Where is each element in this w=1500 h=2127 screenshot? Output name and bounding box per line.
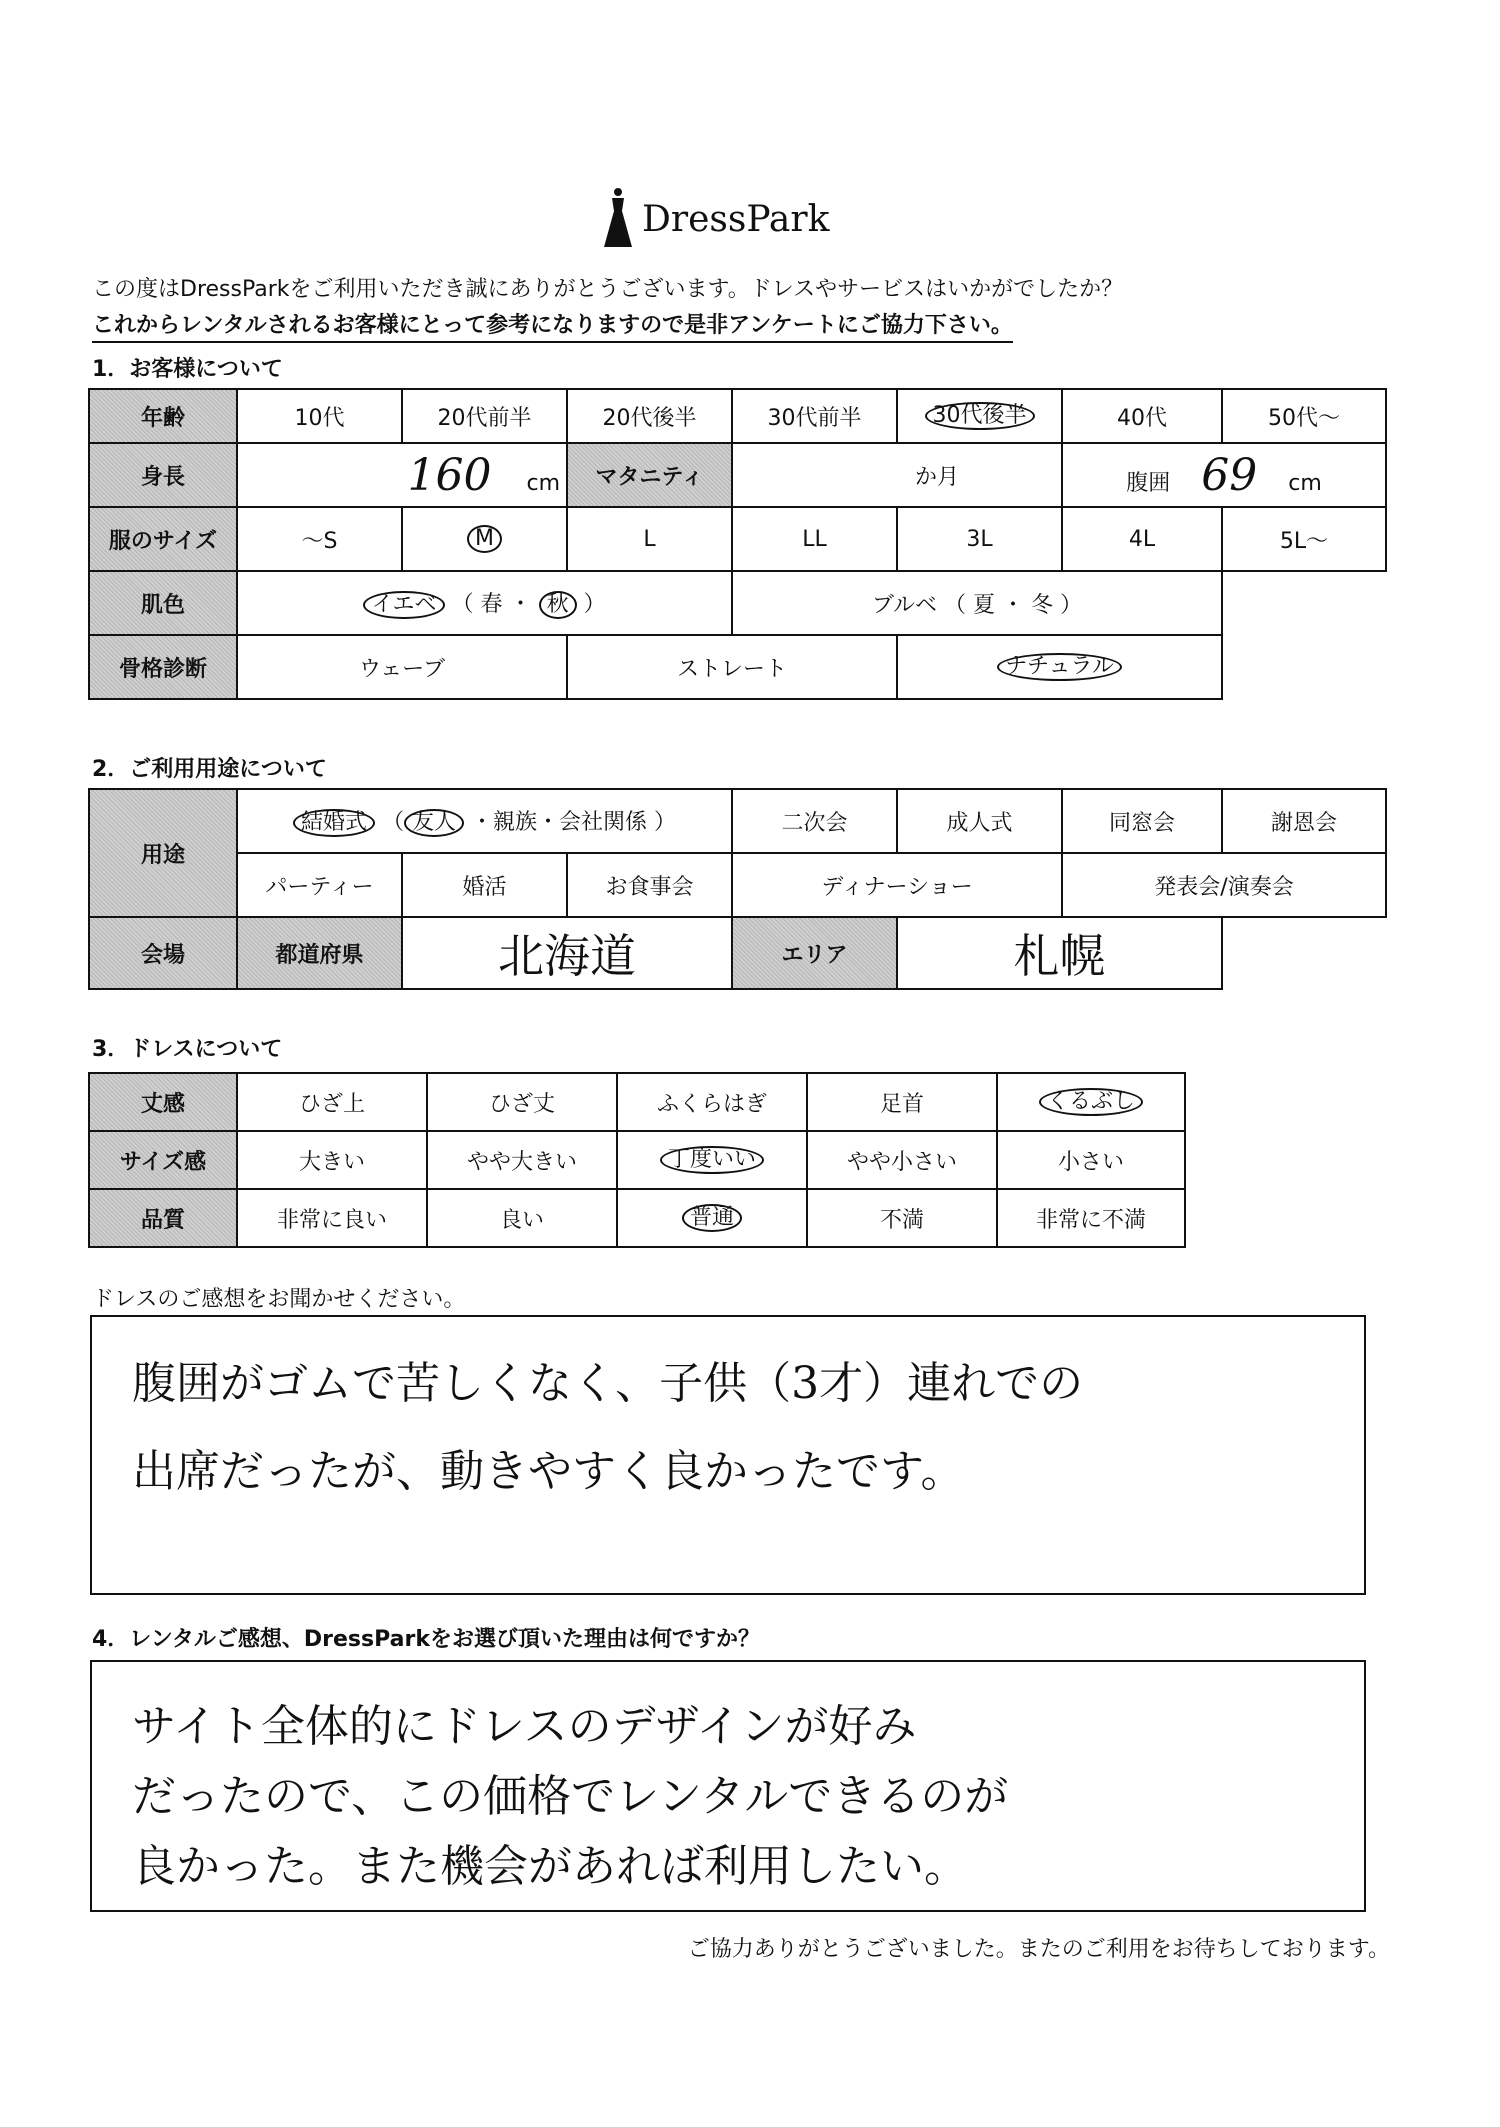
usage-option[interactable]: 二次会 bbox=[732, 789, 897, 853]
body-type-label: 骨格診断 bbox=[89, 635, 237, 699]
reason-line-1: サイト全体的にドレスのデザインが好み bbox=[132, 1701, 917, 1752]
size-option[interactable]: L bbox=[567, 507, 732, 571]
feedback-box[interactable] bbox=[90, 1315, 1366, 1595]
prefecture-label: 都道府県 bbox=[237, 917, 402, 989]
season-winter: 冬 bbox=[1031, 592, 1054, 618]
quality-option[interactable]: 非常に不満 bbox=[997, 1189, 1185, 1247]
closing-message: ご協力ありがとうございました。またのご利用をお待ちしております。 bbox=[687, 1937, 1390, 1962]
feedback-line-2: 出席だったが、動きやすく良かったです。 bbox=[132, 1446, 965, 1497]
fit-option-selected[interactable] bbox=[617, 1131, 807, 1189]
age-option[interactable]: 20代前半 bbox=[402, 389, 567, 443]
feedback-prompt: ドレスのご感想をお聞かせください。 bbox=[92, 1287, 466, 1312]
wedding-option[interactable]: 結婚式 （ 友人 ・親族・会社関係 ） bbox=[237, 789, 732, 853]
body-type-row bbox=[89, 635, 1386, 699]
wedding-mark: 結婚式 bbox=[293, 809, 375, 837]
length-option[interactable]: 足首 bbox=[807, 1073, 997, 1131]
usage-table bbox=[88, 788, 1387, 990]
length-selected-mark: くるぶし bbox=[1039, 1088, 1143, 1116]
separator-dot: ・ bbox=[1002, 592, 1025, 618]
separator-dot: ・ bbox=[470, 809, 493, 835]
prefecture-value: 北海道 bbox=[498, 929, 636, 983]
usage-option[interactable]: 発表会/演奏会 bbox=[1062, 853, 1386, 917]
season-summer: 夏 bbox=[973, 592, 996, 618]
wedding-company: 会社関係 bbox=[559, 809, 648, 835]
fit-label: サイズ感 bbox=[89, 1131, 237, 1189]
prefecture-field[interactable] bbox=[402, 917, 732, 989]
quality-option[interactable]: 良い bbox=[427, 1189, 617, 1247]
usage-option[interactable]: 婚活 bbox=[402, 853, 567, 917]
height-value: 160 bbox=[407, 449, 492, 501]
size-option-selected[interactable] bbox=[402, 507, 567, 571]
purpose-label: 用途 bbox=[89, 789, 237, 917]
body-type-selected-mark: ナチュラル bbox=[997, 653, 1122, 681]
usage-option[interactable]: 同窓会 bbox=[1062, 789, 1222, 853]
section-4-title: 4．レンタルご感想、DressParkをお選び頂いた理由は何ですか？ bbox=[92, 1627, 760, 1652]
usage-option[interactable]: パーティー bbox=[237, 853, 402, 917]
age-option[interactable]: 30代前半 bbox=[732, 389, 897, 443]
length-label: 丈感 bbox=[89, 1073, 237, 1131]
intro-line-2: これからレンタルされるお客様にとって参考になりますので是非アンケートにご協力下さい。 bbox=[92, 308, 1013, 343]
venue-row bbox=[89, 917, 1386, 989]
dresspark-logo bbox=[600, 185, 860, 255]
size-option[interactable]: 5L〜 bbox=[1222, 507, 1386, 571]
length-row bbox=[89, 1073, 1185, 1131]
body-type-option[interactable]: ストレート bbox=[567, 635, 897, 699]
size-row bbox=[89, 507, 1386, 571]
quality-option[interactable]: 非常に良い bbox=[237, 1189, 427, 1247]
empty-cell bbox=[1222, 635, 1386, 699]
skin-yellow-mark: イエベ bbox=[363, 591, 444, 619]
empty-cell bbox=[1222, 917, 1386, 989]
height-unit: cm bbox=[526, 470, 560, 496]
size-option[interactable]: 3L bbox=[897, 507, 1062, 571]
venue-label: 会場 bbox=[89, 917, 237, 989]
waist-label: 腹囲 bbox=[1126, 470, 1171, 496]
height-row bbox=[89, 443, 1386, 507]
fit-option[interactable]: やや大きい bbox=[427, 1131, 617, 1189]
body-type-option[interactable]: ウェーブ bbox=[237, 635, 567, 699]
area-label: エリア bbox=[732, 917, 897, 989]
usage-row-1 bbox=[89, 789, 1386, 853]
wedding-relative: 親族 bbox=[493, 809, 538, 835]
fit-option[interactable]: 小さい bbox=[997, 1131, 1185, 1189]
usage-option[interactable]: 成人式 bbox=[897, 789, 1062, 853]
age-option[interactable]: 40代 bbox=[1062, 389, 1222, 443]
usage-row-2 bbox=[89, 853, 1386, 917]
season-spring: 春 bbox=[480, 591, 503, 617]
months-unit: か月 bbox=[914, 464, 959, 490]
maternity-field[interactable] bbox=[732, 443, 1062, 507]
size-option[interactable]: 〜S bbox=[237, 507, 402, 571]
section-1-title: 1．お客様について bbox=[92, 357, 283, 382]
wedding-friend-mark: 友人 bbox=[404, 809, 464, 837]
skin-yellow-option[interactable]: イエベ （ 春 ・ 秋 ） bbox=[237, 571, 732, 635]
size-option[interactable]: 4L bbox=[1062, 507, 1222, 571]
age-option-selected[interactable] bbox=[897, 389, 1062, 443]
age-option[interactable]: 20代後半 bbox=[567, 389, 732, 443]
quality-row bbox=[89, 1189, 1185, 1247]
empty-cell bbox=[1222, 571, 1386, 635]
skin-blue-label: ブルベ bbox=[871, 592, 938, 618]
skin-label: 肌色 bbox=[89, 571, 237, 635]
quality-option-selected[interactable] bbox=[617, 1189, 807, 1247]
age-label: 年齢 bbox=[89, 389, 237, 443]
height-field[interactable] bbox=[237, 443, 567, 507]
age-option[interactable]: 50代〜 bbox=[1222, 389, 1386, 443]
fit-option[interactable]: やや小さい bbox=[807, 1131, 997, 1189]
reason-line-2: だったので、この価格でレンタルできるのが bbox=[132, 1771, 1009, 1822]
length-option[interactable]: ひざ上 bbox=[237, 1073, 427, 1131]
area-field[interactable] bbox=[897, 917, 1222, 989]
usage-option[interactable]: ディナーショー bbox=[732, 853, 1062, 917]
dress-table bbox=[88, 1072, 1186, 1248]
body-type-option-selected[interactable] bbox=[897, 635, 1222, 699]
fit-option[interactable]: 大きい bbox=[237, 1131, 427, 1189]
quality-label: 品質 bbox=[89, 1189, 237, 1247]
age-selected-mark: 30代後半 bbox=[925, 402, 1035, 430]
logo-text: DressPark bbox=[642, 199, 830, 240]
size-option[interactable]: LL bbox=[732, 507, 897, 571]
section-3-title: 3．ドレスについて bbox=[92, 1037, 283, 1062]
quality-option[interactable]: 不満 bbox=[807, 1189, 997, 1247]
separator-dot: ・ bbox=[509, 591, 532, 617]
height-label: 身長 bbox=[89, 443, 237, 507]
age-option[interactable]: 10代 bbox=[237, 389, 402, 443]
waist-unit: cm bbox=[1288, 470, 1322, 496]
dress-icon bbox=[600, 187, 636, 251]
age-row bbox=[89, 389, 1386, 443]
waist-value: 69 bbox=[1201, 449, 1258, 501]
size-label: 服のサイズ bbox=[89, 507, 237, 571]
usage-option[interactable]: 謝恩会 bbox=[1222, 789, 1386, 853]
maternity-label: マタニティ bbox=[567, 443, 732, 507]
separator-dot: ・ bbox=[537, 809, 560, 835]
reason-box[interactable] bbox=[90, 1660, 1366, 1912]
intro-line-1: この度はDressParkをご利用いただき誠にありがとうございます。ドレスやサービスはいかがでしたか？ bbox=[92, 277, 1124, 302]
usage-option[interactable]: お食事会 bbox=[567, 853, 732, 917]
skin-blue-option[interactable]: ブルベ （ 夏 ・ 冬 ） bbox=[732, 571, 1222, 635]
length-option[interactable]: ひざ丈 bbox=[427, 1073, 617, 1131]
waist-field[interactable] bbox=[1062, 443, 1386, 507]
length-option-selected[interactable] bbox=[997, 1073, 1185, 1131]
size-selected-mark: M bbox=[467, 525, 502, 553]
season-autumn-mark: 秋 bbox=[539, 591, 577, 619]
fit-row bbox=[89, 1131, 1185, 1189]
feedback-line-1: 腹囲がゴムで苦しくなく、子供（3才）連れでの bbox=[132, 1358, 1084, 1409]
area-value: 札幌 bbox=[1013, 929, 1106, 983]
reason-line-3: 良かった。また機会があれば利用したい。 bbox=[132, 1841, 968, 1892]
section-2-title: 2．ご利用用途について bbox=[92, 757, 327, 782]
fit-selected-mark: 丁度いい bbox=[660, 1146, 764, 1174]
customer-table bbox=[88, 388, 1387, 700]
skin-row bbox=[89, 571, 1386, 635]
length-option[interactable]: ふくらはぎ bbox=[617, 1073, 807, 1131]
quality-selected-mark: 普通 bbox=[682, 1204, 742, 1232]
